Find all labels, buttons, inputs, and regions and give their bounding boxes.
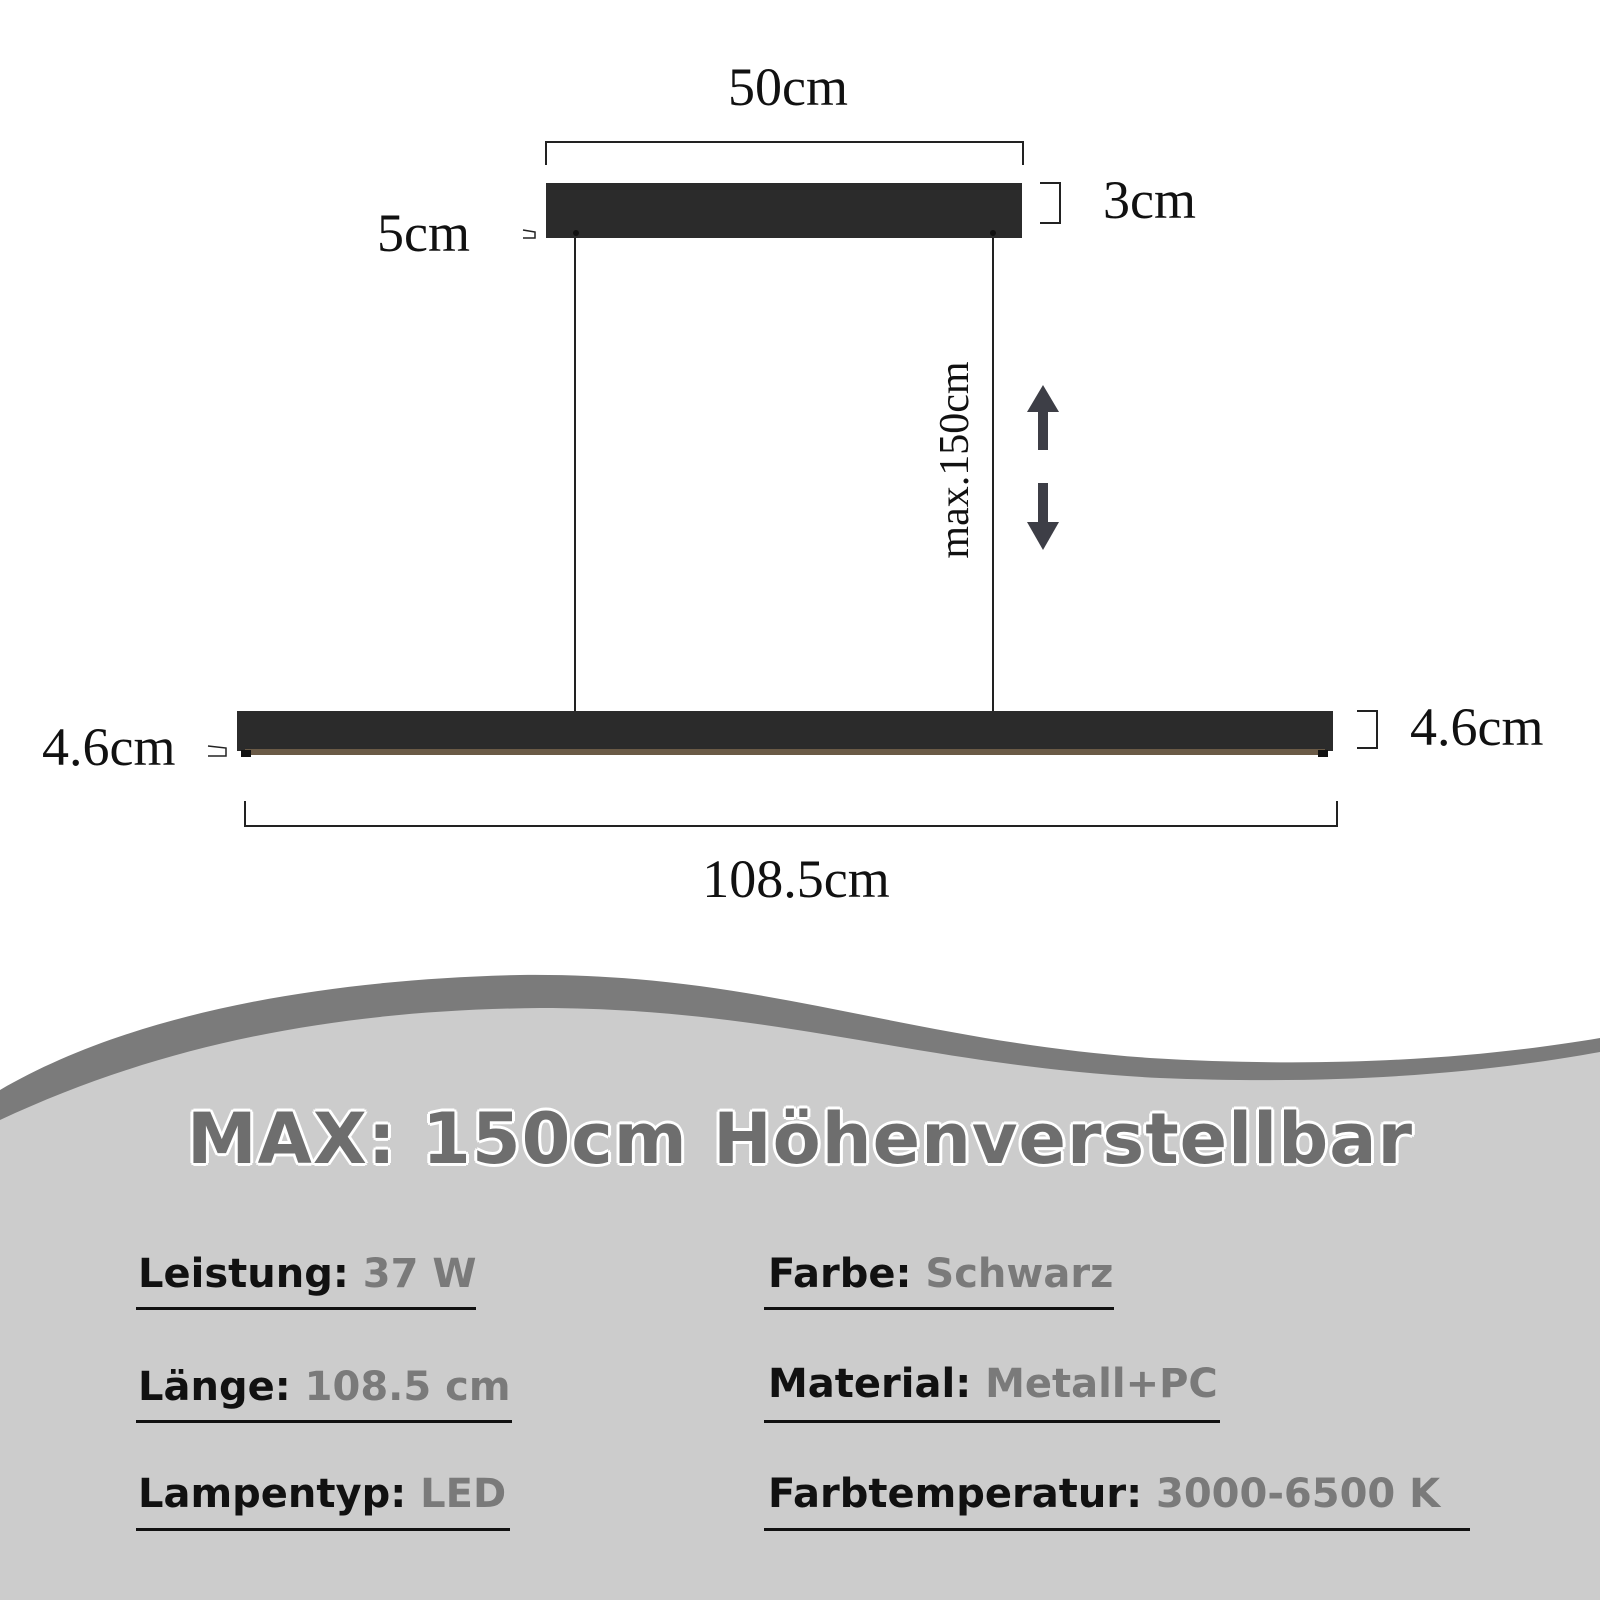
up-arrow-icon <box>1027 385 1059 450</box>
spec-underline <box>764 1420 1220 1423</box>
down-arrow-icon <box>1027 483 1059 550</box>
bar-depth-mark <box>208 746 226 756</box>
canopy-height-bracket <box>1040 183 1060 223</box>
canopy-screw-right <box>990 230 996 236</box>
spec-color-temperature <box>768 1470 1440 1518</box>
canopy-width-label: 50cm <box>728 57 848 117</box>
lamp-end-cap-right <box>1318 750 1328 757</box>
spec-key: Lampentyp: <box>138 1471 407 1517</box>
spec-power <box>138 1250 477 1298</box>
canopy-height-label: 3cm <box>1103 170 1196 230</box>
canopy-screw-left <box>573 230 579 236</box>
spec-color <box>768 1250 1113 1298</box>
spec-key: Farbtemperatur: <box>768 1471 1143 1517</box>
spec-key: Leistung: <box>138 1251 349 1297</box>
spec-key: Länge: <box>138 1364 291 1410</box>
bar-depth-label: 4.6cm <box>42 717 176 777</box>
headline: MAX: 150cm Höhenverstellbar <box>187 1098 1413 1180</box>
ceiling-canopy <box>546 183 1022 238</box>
spec-material <box>768 1360 1218 1408</box>
spec-value: 3000-6500 K <box>1156 1471 1441 1517</box>
spec-value: 108.5 cm <box>304 1364 511 1410</box>
canopy-width-bracket <box>546 142 1023 165</box>
spec-lamp-type <box>138 1470 506 1518</box>
canopy-depth-mark <box>523 230 535 238</box>
spec-value: 37 W <box>362 1251 477 1297</box>
spec-value: LED <box>420 1471 507 1517</box>
spec-key: Material: <box>768 1361 972 1407</box>
bar-length-bracket <box>245 801 1337 826</box>
spec-value: Metall+PC <box>985 1361 1218 1407</box>
drop-height-label: max.150cm <box>932 361 978 559</box>
bar-height-bracket <box>1357 711 1377 748</box>
lamp-diffuser <box>245 749 1325 755</box>
spec-underline <box>764 1528 1470 1531</box>
spec-underline <box>764 1307 1114 1310</box>
spec-underline <box>136 1528 510 1531</box>
spec-underline <box>136 1420 512 1423</box>
lamp-bar <box>237 711 1333 751</box>
spec-key: Farbe: <box>768 1251 912 1297</box>
bar-length-label: 108.5cm <box>702 849 890 909</box>
bar-height-label: 4.6cm <box>1410 697 1544 757</box>
spec-length <box>138 1363 511 1411</box>
spec-value: Schwarz <box>925 1251 1114 1297</box>
lamp-end-cap-left <box>241 750 251 757</box>
canopy-depth-label: 5cm <box>377 203 470 263</box>
spec-underline <box>136 1307 476 1310</box>
